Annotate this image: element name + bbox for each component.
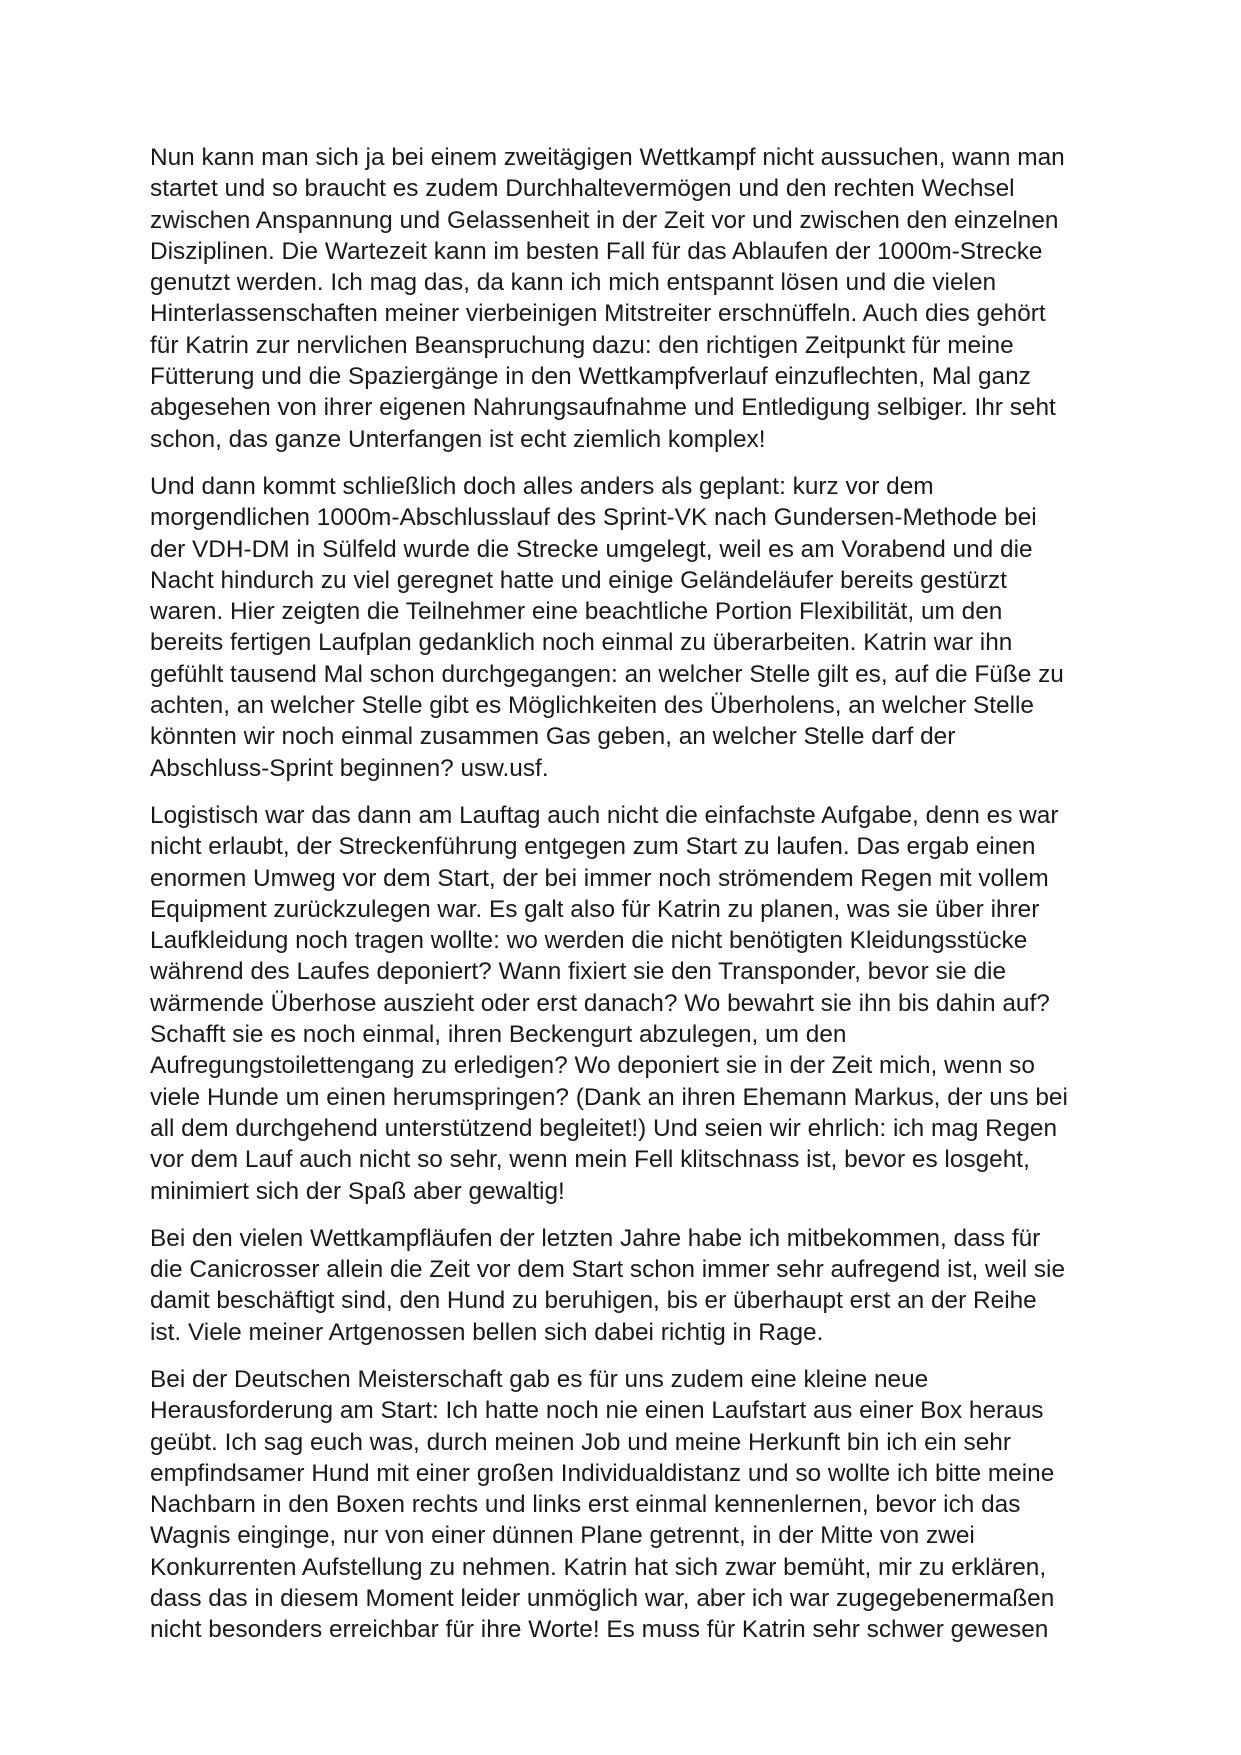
- paragraph: [150, 471, 1100, 784]
- text-line: Herausforderung am Start: Ich hatte noch nie einen Laufstart aus einer Box heraus: [150, 1397, 1044, 1425]
- text-line: Konkurrenten Aufstellung zu nehmen. Katrin hat sich zwar bemüht, mir zu erklären,: [150, 1553, 1047, 1581]
- paragraph: [150, 1364, 1100, 1646]
- text-line: Logistisch war das dann am Lauftag auch nicht die einfachste Aufgabe, denn es war: [150, 801, 1059, 829]
- text-line: ist. Viele meiner Artgenossen bellen sich dabei richtig in Rage.: [150, 1318, 824, 1346]
- text-line: achten, an welcher Stelle gibt es Möglichkeiten des Überholens, an welcher Stelle: [150, 692, 1034, 720]
- text-line: schon, das ganze Unterfangen ist echt ziemlich komplex!: [150, 425, 766, 453]
- text-line: minimiert sich der Spaß aber gewaltig!: [150, 1177, 565, 1205]
- text-line: wärmende Überhose auszieht oder erst danach? Wo bewahrt sie ihn bis dahin auf?: [150, 989, 1050, 1017]
- text-line: Bei der Deutschen Meisterschaft gab es für uns zudem eine kleine neue: [150, 1365, 929, 1393]
- text-line: zwischen Anspannung und Gelassenheit in der Zeit vor und zwischen den einzelnen: [150, 206, 1059, 234]
- text-line: viele Hunde um einen herumspringen? (Dank an ihren Ehemann Markus, der uns bei: [150, 1083, 1068, 1111]
- text-line: Bei den vielen Wettkampfläufen der letzten Jahre habe ich mitbekommen, dass für: [150, 1224, 1041, 1252]
- text-line: während des Laufes deponiert? Wann fixiert sie den Transponder, bevor sie die: [150, 958, 1007, 986]
- text-line: der VDH-DM in Sülfeld wurde die Strecke umgelegt, weil es am Vorabend und die: [150, 535, 1033, 563]
- text-line: geübt. Ich sag euch was, durch meinen Job und meine Herkunft bin ich ein sehr: [150, 1428, 1011, 1456]
- text-line: damit beschäftigt sind, den Hund zu beruhigen, bis er überhaupt erst an der Reihe: [150, 1287, 1037, 1315]
- text-line: könnten wir noch einmal zusammen Gas geben, an welcher Stelle darf der: [150, 723, 956, 751]
- text-line: dass das in diesem Moment leider unmöglich war, aber ich war zugegebenermaßen: [150, 1585, 1055, 1613]
- text-line: enormen Umweg vor dem Start, der bei immer noch strömendem Regen mit vollem: [150, 864, 1049, 892]
- paragraph: [150, 800, 1100, 1207]
- text-line: vor dem Lauf auch nicht so sehr, wenn mein Fell klitschnass ist, bevor es losgeht,: [150, 1146, 1030, 1174]
- document-page: [150, 142, 1100, 1662]
- text-line: all dem durchgehend unterstützend begleitet!) Und seien wir ehrlich: ich mag Regen: [150, 1114, 1058, 1142]
- text-line: die Canicrosser allein die Zeit vor dem Start schon immer sehr aufregend ist, weil sie: [150, 1256, 1066, 1284]
- paragraph: [150, 1223, 1100, 1348]
- text-line: für Katrin zur nervlichen Beanspruchung dazu: den richtigen Zeitpunkt für meine: [150, 331, 1014, 359]
- text-line: Und dann kommt schließlich doch alles anders als geplant: kurz vor dem: [150, 472, 934, 500]
- paragraph: [150, 142, 1100, 455]
- text-line: morgendlichen 1000m-Abschlusslauf des Sprint-VK nach Gundersen-Methode bei: [150, 504, 1037, 532]
- text-line: Fütterung und die Spaziergänge in den Wettkampfverlauf einzuflechten, Mal ganz: [150, 363, 1031, 391]
- text-line: Equipment zurückzulegen war. Es galt also für Katrin zu planen, was sie über ihrer: [150, 895, 1040, 923]
- text-line: Hinterlassenschaften meiner vierbeinigen Mitstreiter erschnüffeln. Auch dies gehört: [150, 300, 1046, 328]
- text-line: gefühlt tausend Mal schon durchgegangen: an welcher Stelle gilt es, auf die Füße zu: [150, 660, 1064, 688]
- text-line: genutzt werden. Ich mag das, da kann ich mich entspannt lösen und die vielen: [150, 269, 997, 297]
- text-line: Abschluss-Sprint beginnen? usw.usf.: [150, 754, 549, 782]
- text-line: Wagnis einginge, nur von einer dünnen Plane getrennt, in der Mitte von zwei: [150, 1522, 975, 1550]
- text-line: Nachbarn in den Boxen rechts und links erst einmal kennenlernen, bevor ich das: [150, 1491, 1021, 1519]
- text-line: waren. Hier zeigten die Teilnehmer eine beachtliche Portion Flexibilität, um den: [150, 598, 1003, 626]
- text-line: nicht erlaubt, der Streckenführung entgegen zum Start zu laufen. Das ergab einen: [150, 833, 1036, 861]
- text-line: Nacht hindurch zu viel geregnet hatte und einige Geländeläufer bereits gestürzt: [150, 566, 1007, 594]
- text-line: nicht besonders erreichbar für ihre Worte! Es muss für Katrin sehr schwer gewesen: [150, 1616, 1049, 1644]
- text-line: Nun kann man sich ja bei einem zweitägigen Wettkampf nicht aussuchen, wann man: [150, 144, 1065, 171]
- text-line: empfindsamer Hund mit einer großen Individualdistanz und so wollte ich bitte meine: [150, 1459, 1055, 1487]
- text-line: Schafft sie es noch einmal, ihren Beckengurt abzulegen, um den: [150, 1021, 847, 1049]
- text-line: Laufkleidung noch tragen wollte: wo werden die nicht benötigten Kleidungsstücke: [150, 927, 1028, 955]
- text-line: Disziplinen. Die Wartezeit kann im besten Fall für das Ablaufen der 1000m-Strecke: [150, 237, 1043, 265]
- text-line: Aufregungstoilettengang zu erledigen? Wo deponiert sie in der Zeit mich, wenn so: [150, 1052, 1035, 1080]
- text-line: startet und so braucht es zudem Durchhaltevermögen und den rechten Wechsel: [150, 175, 1015, 203]
- text-line: bereits fertigen Laufplan gedanklich noch einmal zu überarbeiten. Katrin war ihn: [150, 629, 1013, 657]
- text-line: abgesehen von ihrer eigenen Nahrungsaufnahme und Entledigung selbiger. Ihr seht: [150, 394, 1056, 422]
